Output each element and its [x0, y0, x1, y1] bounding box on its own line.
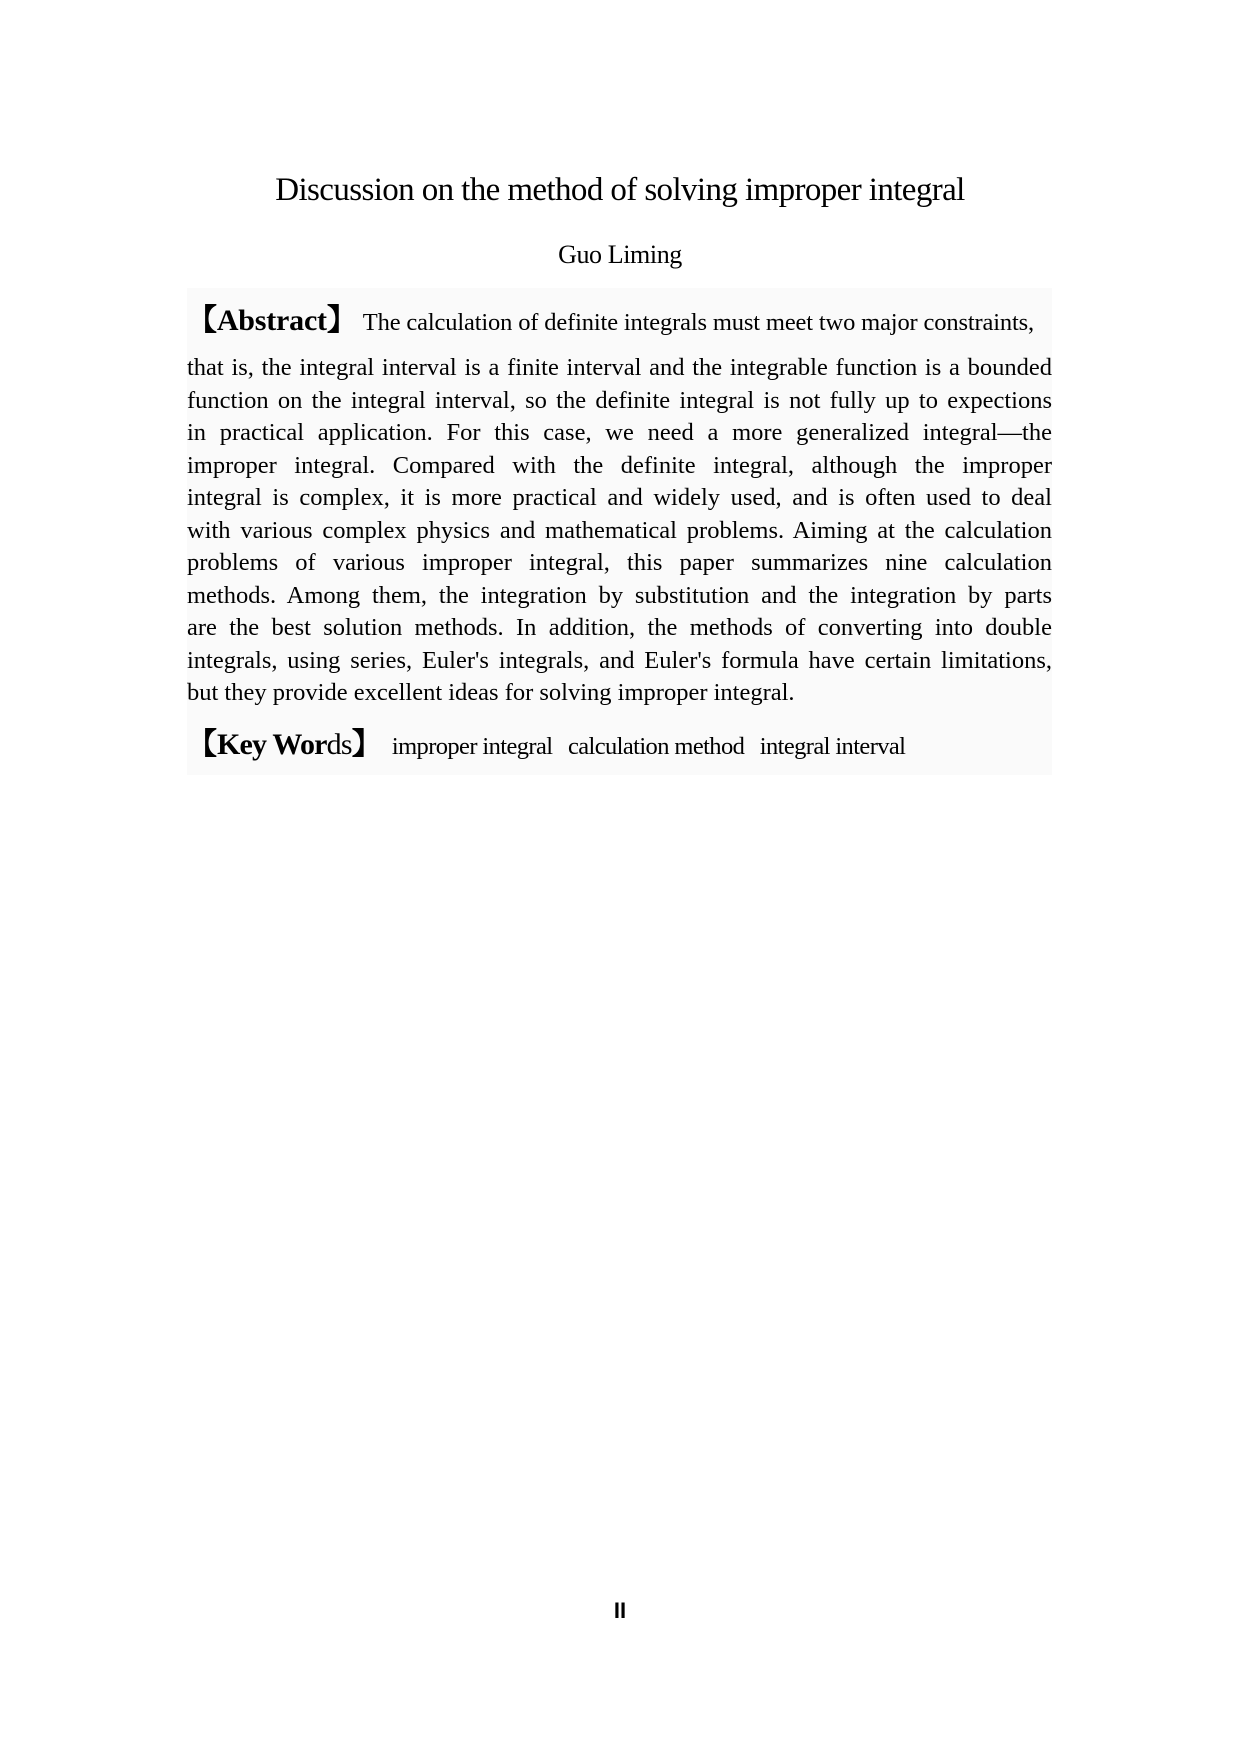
- abstract-line-5: improper integral. Compared with the definite integral, although the improper: [187, 451, 1052, 479]
- abstract-line-11: integrals, using series, Euler's integrals, and Euler's formula have certain limitations,: [187, 646, 1052, 674]
- abstract-label: [187, 304, 357, 337]
- keywords-label: [187, 728, 382, 761]
- abstract-line-3: function on the integral interval, so the definite integral is not fully up to expections: [187, 386, 1052, 414]
- abstract-line-10: are the best solution methods. In addition, the methods of converting into double: [187, 614, 1052, 641]
- keywords-label-bold-part: Key Wor: [217, 728, 327, 761]
- abstract-line-9: methods. Among them, the integration by substitution and the integration by parts: [187, 581, 1052, 609]
- abstract-label-text: Abstract: [216, 304, 327, 337]
- abstract-line-7: with various complex physics and mathematical problems. Aiming at the calculation: [187, 516, 1052, 544]
- keywords-close-bracket: 】: [351, 728, 382, 761]
- abstract-line-6: integral is complex, it is more practical and widely used, and is often used to deal: [187, 484, 1052, 511]
- abstract-line-2: that is, the integral interval is a finite interval and the integrable function is a bounded: [187, 354, 1052, 381]
- abstract-line-8: problems of various improper integral, this paper summarizes nine calculation: [187, 549, 1052, 576]
- keyword-item: improper integral: [391, 733, 553, 760]
- author-name: Guo Liming: [558, 240, 682, 269]
- keywords-open-bracket: 【: [187, 728, 217, 761]
- abstract-close-bracket: 】: [326, 304, 357, 337]
- keyword-item: integral interval: [759, 733, 906, 760]
- keyword-item: calculation method: [567, 733, 745, 760]
- abstract-line-4: in practical application. For this case, we need a more generalized integral—the: [187, 419, 1052, 446]
- abstract-body: [187, 352, 1052, 710]
- keywords-list: [392, 733, 916, 760]
- abstract-open-bracket: 【: [187, 304, 217, 337]
- page-number: II: [613, 1598, 627, 1623]
- keywords-label-light-part: ds: [326, 728, 352, 761]
- keywords-line: [187, 727, 1052, 765]
- abstract-heading-line: [187, 303, 1052, 341]
- abstract-line-1: The calculation of definite integrals must meet two major constraints,: [362, 309, 1035, 336]
- abstract-line-12: but they provide excellent ideas for solving improper integral.: [187, 679, 795, 706]
- paper-title: Discussion on the method of solving improper integral: [275, 172, 965, 208]
